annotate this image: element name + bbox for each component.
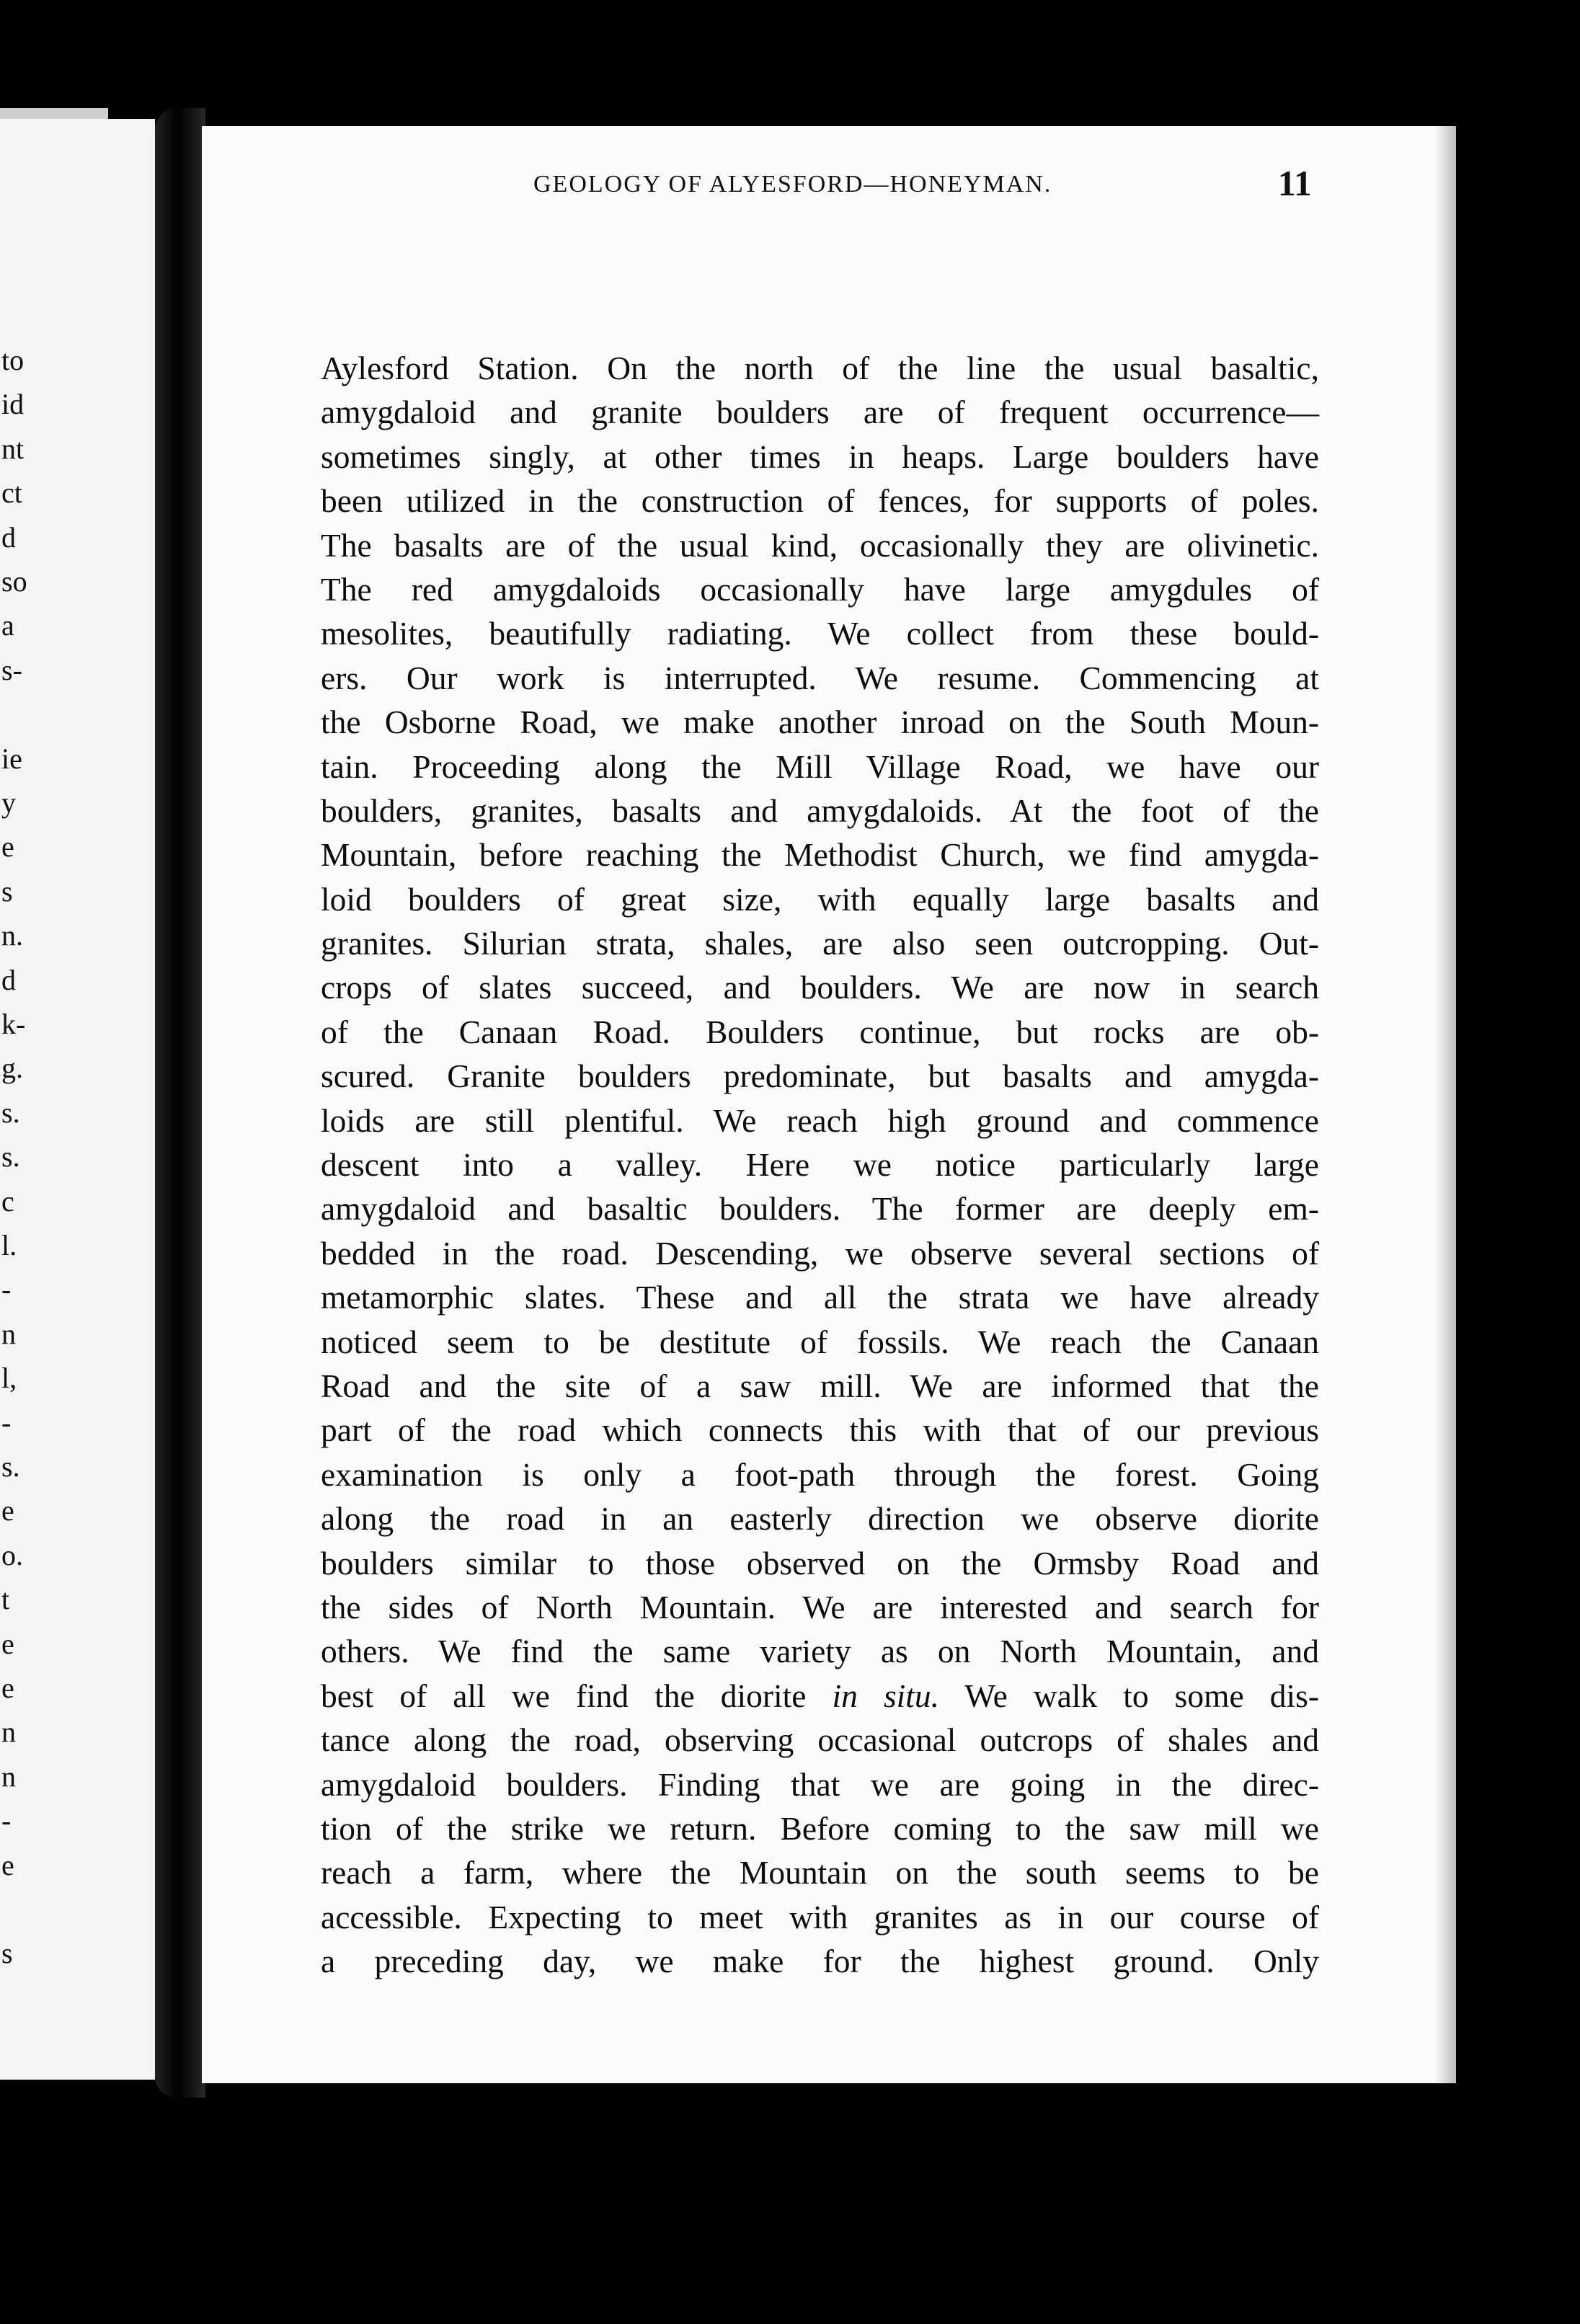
text-segment: We walk to some dis- xyxy=(939,1677,1319,1714)
previous-page-fragment: - xyxy=(1,1804,12,1837)
previous-page-fragment: - xyxy=(1,1406,12,1439)
previous-page-fragment: n xyxy=(1,1317,16,1350)
text-line: the Osborne Road, we make another inroad on the South Moun- xyxy=(321,704,1319,741)
text-line: the sides of North Mountain. We are interested and search for xyxy=(321,1588,1319,1626)
previous-page-fragment: n xyxy=(1,1716,16,1749)
text-line: Road and the site of a saw mill. We are informed that the xyxy=(321,1367,1319,1404)
previous-page-fragment: nt xyxy=(1,432,25,465)
previous-page-fragment: to xyxy=(1,344,25,376)
previous-page-fragment: t xyxy=(1,1583,10,1616)
text-line: others. We find the same variety as on North Mountain, and xyxy=(321,1633,1319,1670)
previous-page-fragment: s. xyxy=(1,1140,20,1174)
text-line: amygdaloid and granite boulders are of frequent occurrence— xyxy=(321,394,1319,431)
book-gutter xyxy=(155,108,205,2098)
text-line: been utilized in the construction of fences, for supports of poles. xyxy=(321,482,1319,520)
previous-page-fragment: y xyxy=(1,786,16,819)
previous-page-fragment: g. xyxy=(1,1052,23,1085)
text-line: sometimes singly, at other times in heaps. Large boulders have xyxy=(321,438,1319,475)
text-line: scured. Granite boulders predominate, but basalts and amygda- xyxy=(321,1057,1319,1095)
text-line: granites. Silurian strata, shales, are also seen outcropping. Out- xyxy=(321,925,1319,962)
text-line: along the road in an easterly direction we observe diorite xyxy=(321,1500,1319,1538)
previous-page-fragment: id xyxy=(1,388,25,421)
body-text xyxy=(321,346,1319,1983)
previous-page-fragment: s xyxy=(1,874,13,908)
text-line: The red amygdaloids occasionally have large amygdules of xyxy=(321,570,1319,608)
previous-page-fragment: e xyxy=(1,1848,14,1881)
previous-page-fragment: d xyxy=(1,520,16,554)
previous-page-fragment: c xyxy=(1,1184,14,1218)
text-segment: best of all we find the diorite xyxy=(321,1677,833,1714)
text-line: The basalts are of the usual kind, occasionally they are olivinetic. xyxy=(321,526,1319,564)
text-line: bedded in the road. Descending, we observe several sections of xyxy=(321,1234,1319,1272)
text-line: noticed seem to be destitute of fossils. We reach the Canaan xyxy=(321,1323,1319,1360)
text-line xyxy=(321,1674,1319,1718)
previous-page-fragment: ct xyxy=(1,476,22,510)
text-line: boulders similar to those observed on the Ormsby Road and xyxy=(321,1544,1319,1582)
previous-page-fragment: s. xyxy=(1,1096,20,1129)
previous-page-fragment: d xyxy=(1,963,16,996)
text-line: a preceding day, we make for the highest ground. Only xyxy=(321,1943,1319,1980)
previous-page xyxy=(0,119,155,2080)
text-line: metamorphic slates. These and all the strata we have already xyxy=(321,1279,1319,1316)
text-line: descent into a valley. Here we notice particularly large xyxy=(321,1146,1319,1184)
previous-page-fragment: a xyxy=(1,609,14,642)
previous-page-fragment: - xyxy=(1,1273,12,1306)
previous-page-fragment: s xyxy=(1,1937,13,1970)
text-line: accessible. Expecting to meet with granites as in our course of xyxy=(321,1898,1319,1935)
previous-page-fragment: e xyxy=(1,830,14,864)
text-line: reach a farm, where the Mountain on the south seems to be xyxy=(321,1854,1319,1891)
text-line: boulders, granites, basalts and amygdaloids. At the foot of the xyxy=(321,791,1319,829)
text-line: mesolites, beautifully radiating. We collect from these bould- xyxy=(321,615,1319,652)
text-line: ers. Our work is interrupted. We resume. Commencing at xyxy=(321,659,1319,696)
text-line: tain. Proceeding along the Mill Village Road, we have our xyxy=(321,748,1319,785)
text-line: tance along the road, observing occasional outcrops of shales and xyxy=(321,1721,1319,1759)
text-line: examination is only a foot-path through the forest. Going xyxy=(321,1455,1319,1493)
previous-page-fragment: s. xyxy=(1,1450,20,1483)
page-number: 11 xyxy=(1277,163,1312,203)
text-line: crops of slates succeed, and boulders. We are now in search xyxy=(321,969,1319,1006)
text-line: Aylesford Station. On the north of the line the usual basaltic, xyxy=(321,350,1319,386)
text-line: of the Canaan Road. Boulders continue, but rocks are ob- xyxy=(321,1013,1319,1050)
text-line: amygdaloid boulders. Finding that we are going in the direc- xyxy=(321,1765,1319,1803)
text-line: part of the road which connects this with that of our previous xyxy=(321,1411,1319,1449)
previous-page-fragment: e xyxy=(1,1627,14,1660)
running-head xyxy=(332,162,1312,205)
text-line: loid boulders of great size, with equally large basalts and xyxy=(321,880,1319,918)
previous-page-fragment: k- xyxy=(1,1008,26,1040)
text-line: tion of the strike we return. Before coming to the saw mill we xyxy=(321,1809,1319,1847)
previous-page-fragment: e xyxy=(1,1672,14,1704)
previous-page-fragment: so xyxy=(1,565,27,598)
italic-term: in situ. xyxy=(832,1677,940,1714)
text-line: amygdaloid and basaltic boulders. The former are deeply em- xyxy=(321,1190,1319,1228)
previous-page-fragment: s- xyxy=(1,653,22,686)
running-title: GEOLOGY OF ALYESFORD—HONEYMAN. xyxy=(533,171,1052,198)
previous-page-fragment: l, xyxy=(1,1362,17,1395)
previous-page-fragment: l. xyxy=(1,1229,17,1261)
page-edge-shadow xyxy=(1434,126,1456,2083)
text-line: Mountain, before reaching the Methodist Church, we find amygda- xyxy=(321,836,1319,874)
previous-page-fragment: n. xyxy=(1,919,23,952)
previous-page-fragment: n xyxy=(1,1760,16,1793)
previous-page-fragment: e xyxy=(1,1494,14,1527)
previous-page-fragment: o. xyxy=(1,1538,23,1571)
previous-page-fragment: ie xyxy=(1,742,22,775)
text-line: loids are still plentiful. We reach high ground and commence xyxy=(321,1101,1319,1139)
